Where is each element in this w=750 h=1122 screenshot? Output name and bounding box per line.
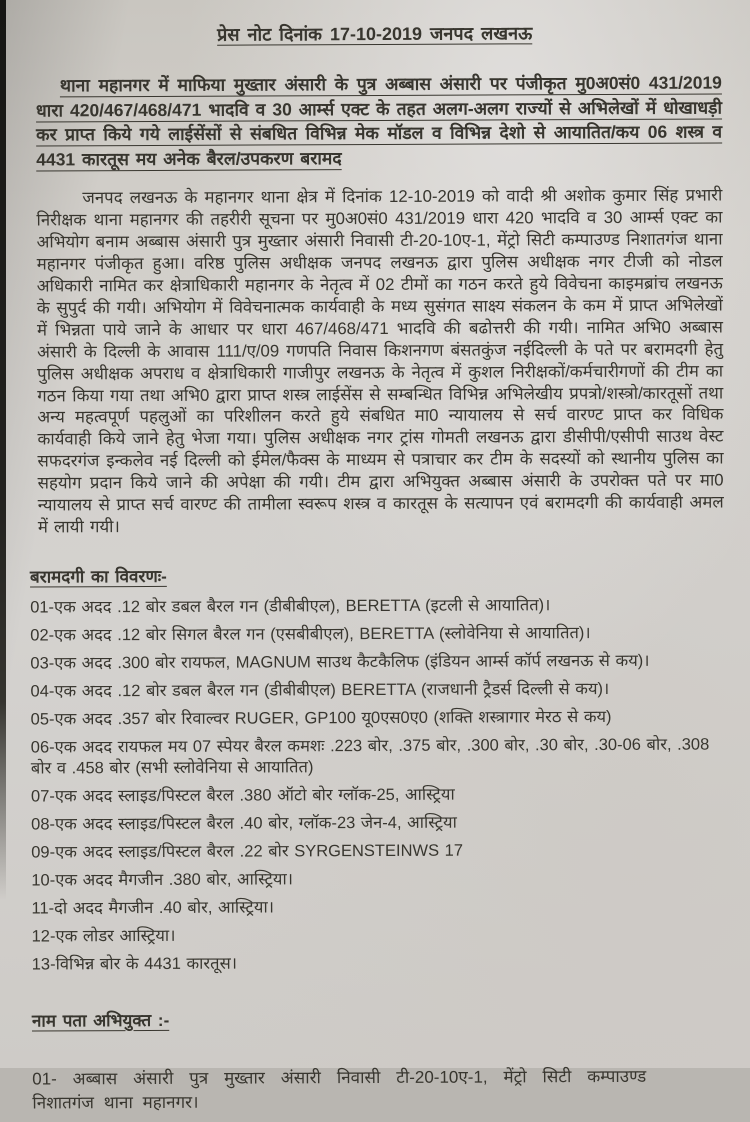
scan-left-edge-shadow <box>0 0 6 900</box>
recovery-list-item: 08-एक अदद स्लाइड/पिस्टल बैरल .40 बोर, ग्लॉक-23 जेन-4, आस्ट्रिया <box>31 814 457 834</box>
recovery-list <box>30 594 726 976</box>
header-summary: थाना महानगर में माफिया मुख्तार अंसारी के पुत्र अब्बास अंसारी पर पंजीकृत मु0अ0सं0 431/2019 धारा 420/467/468/471 भादवि व 30 आर्म्स एक्ट के तहत अलग-अलग राज्यों से अभिलेखों में धोखाधड़ी कर प्राप्त किये गये लाईसेंसों से संबधित विभिन्न मेक मॉडल व विभिन्न देशो से आयातित/कय 06 शस्त्र व 4431 कारतूस मय अनेक बैरल/उपकरण बरामद <box>35 72 723 170</box>
recovery-list-item: 05-एक अदद .357 बोर रिवाल्वर RUGER, GP100 यू0एस0ए0 (शक्ति शस्त्रागार मेरठ से कय) <box>30 707 612 729</box>
document-content <box>28 14 727 1121</box>
accused-list-item: 01- अब्बास अंसारी पुत्र मुख्तार अंसारी निवासी टी-20-10ए-1, मेंट्रो सिटी कम्पाउण्ड निशातगंज थाना महानगर। <box>32 1066 647 1113</box>
accused-list <box>32 1064 726 1115</box>
recovery-list-item: 07-एक अदद स्लाइड/पिस्टल बैरल .380 ऑटो बोर ग्लॉक-25, आस्ट्रिया <box>30 786 455 806</box>
recovery-list-item: 09-एक अदद स्लाइड/पिस्टल बैरल .22 बोर SYRGENSTEINWS 17 <box>31 842 464 862</box>
recovery-list-item: 10-एक अदद मैगजीन .380 बोर, आस्ट्रिया। <box>31 870 294 890</box>
accused-section-heading: नाम पता अभियुक्त :- <box>31 1010 170 1031</box>
recovery-list-item: 06-एक अदद रायफल मय 07 स्पेयर बैरल कमशः .223 बोर, .375 बोर, .300 बोर, .30 बोर, .30-06 बोर, .308 बोर व .458 बोर (सभी स्लोवेनिया से आयातित) <box>30 735 710 778</box>
body-paragraph: जनपद लखनऊ के महानगर थाना क्षेत्र में दिनांक 12-10-2019 को वादी श्री अशोक कुमार सिंह प्रभारी निरीक्षक थाना महानगर की तहरीरी सूचना पर मु0अ0सं0 431/2019 धारा 420 भादवि व 30 आर्म्स एक्ट का अभियोग बनाम अब्बास अंसारी पुत्र मुख्तार अंसारी निवासी टी-20-10ए-1, मेंट्रो सिटी कम्पाउण्ड निशातगंज थाना महानगर पंजीकृत हुआ। वरिष्ठ पुलिस अधीक्षक जनपद लखनऊ द्वारा पुलिस अधीक्षक नगर टीजी को नोडल अधिकारी नामित कर क्षेत्राधिकारी महानगर के नेतृत्व में 02 टीमों का गठन करते हुये विवेचना काइमब्रांच लखनऊ के सुपुर्द की गयी। अभियोग में विवेचनात्मक कार्यवाही के मध्य सुसंगत साक्ष्य संकलन के कम में प्राप्त अभिलेखों में भिन्नता पाये जाने के आधार पर धारा 467/468/471 भादवि की बढोत्तरी की गयी। नामित अभि0 अब्बास अंसारी के दिल्ली के आवास 111/ए/09 गणपति निवास किशनगण बंसतकुंज नईदिल्ली के पते पर बरामदगी हेतु पुलिस अधीक्षक अपराध व क्षेत्राधिकारी गाजीपुर लखनऊ के नेतृत्व में कुशल निरीक्षकों/कर्मचारीगणों की टीम का गठन किया गया तथा अभि0 द्वारा प्राप्त शस्त्र लाईसेंस से सम्बन्धित विभिन्न अभिलेखीय प्रपत्रो/शस्त्रो/कारतूसों तथा अन्य महत्वपूर्ण पहलुओं का परिशीलन करते हुये संबधित मा0 न्यायालय से सर्च वारण्ट प्राप्त कर विधिक कार्यवाही किये जाने हेतु भेजा गया। पुलिस अधीक्षक नगर ट्रांस गोमती लखनऊ द्वारा डीसीपी/एसीपी साउथ वेस्ट सफदरगंज इन्कलेव नई दिल्ली को ईमेल/फैक्स के माध्यम से पत्राचार कर टीम के सदस्यों को स्थानीय पुलिस का सहयोग प्रदान किये जाने की अपेक्षा की गयी। टीम द्वारा अभियुक्त अब्बास अंसारी के उपरोक्त पते पर मा0 न्यायालय से प्राप्त सर्च वारण्ट की तामीला स्वरूप शस्त्र व कारतूस के सत्यापन एवं बरामदगी की कार्यवाही अमल में लायी गयी। <box>36 185 724 537</box>
recovery-list-item: 02-एक अदद .12 बोर सिगल बैरल गन (एसबीबीएल), BERETTA (स्लोवेनिया से आयातित)। <box>30 623 591 645</box>
recovery-list-item: 12-एक लोडर आस्ट्रिया। <box>31 927 176 946</box>
recovery-list-item: 11-दो अदद मैगजीन .40 बोर, आस्ट्रिया। <box>31 898 275 918</box>
recovery-list-item: 04-एक अदद .12 बोर डबल बैरल गन (डीबीबीएल) BERETTA (राजधानी ट्रैडर्स दिल्ली से कय)। <box>30 679 610 701</box>
page-title: प्रेस नोट दिनांक 17-10-2019 जनपद लखनऊ <box>217 23 533 45</box>
recovery-list-item: 03-एक अदद .300 बोर रायफल, MAGNUM साउथ कैटकैलिफ (इंडियन आर्म्स कॉर्प लखनऊ से कय)। <box>30 651 650 673</box>
recovery-section-heading: बरामदगी का विवरणः- <box>29 566 167 587</box>
recovery-list-item: 01-एक अदद .12 बोर डबल बैरल गन (डीबीबीएल), BERETTA (इटली से आयातित)। <box>30 596 551 617</box>
recovery-list-item: 13-विभिन्न बोर के 4431 कारतूस। <box>31 954 238 974</box>
